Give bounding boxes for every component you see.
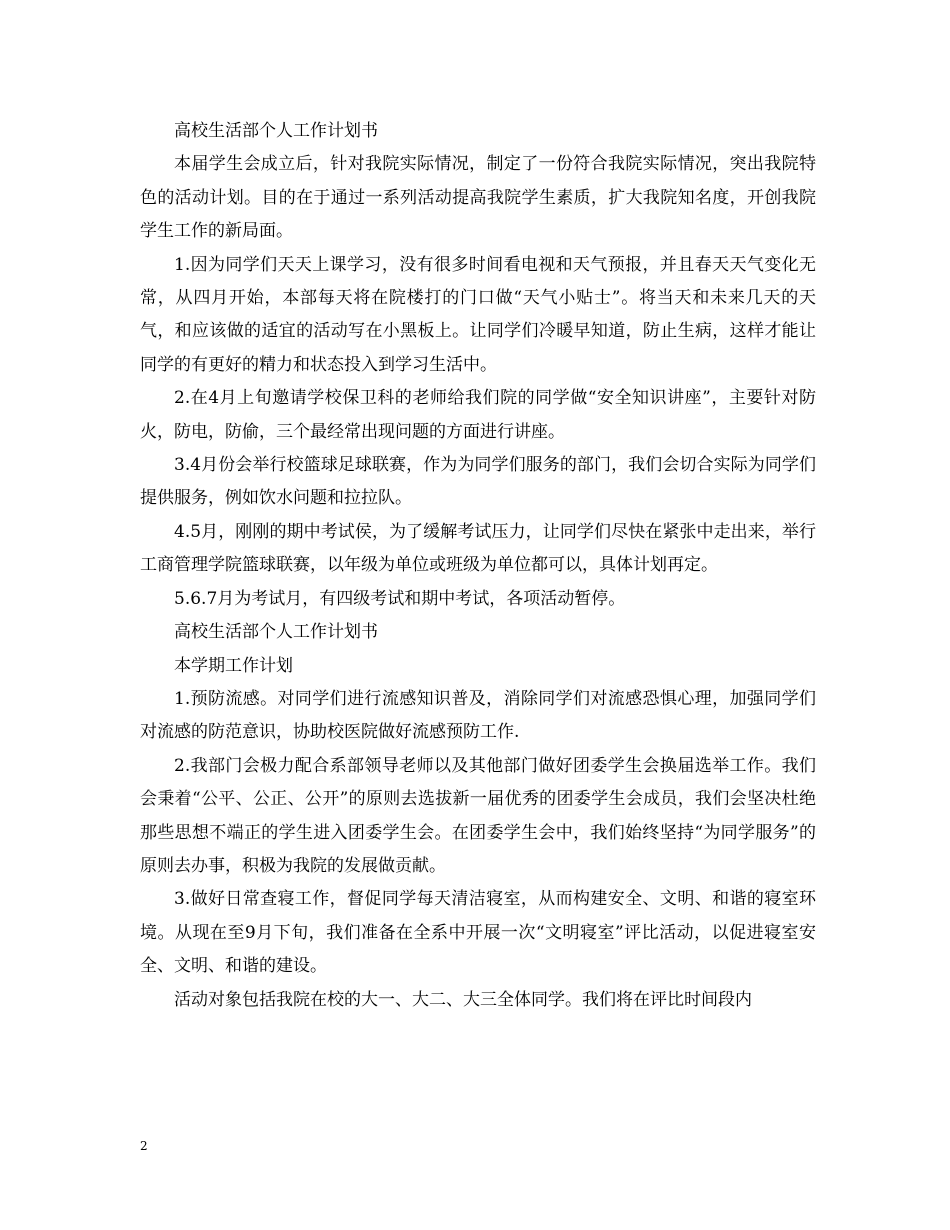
- semester-item-2: 2.我部门会极力配合系部领导老师以及其他部门做好团委学生会换届选举工作。我们会秉着“公平、公正、公开”的原则去选拔新一届优秀的团委学生会成员，我们会坚决杜绝那些思想不端正的学生进入团委学生会。在团委学生会中，我们始终坚持“为同学服务”的原则去办事，积极为我院的发展做贡献。: [140, 755, 816, 876]
- semester-item-1: 1.预防流感。对同学们进行流感知识普及，消除同学们对流感恐惧心理，加强同学们对流感的防范意识，协助校医院做好流感预防工作.: [140, 688, 816, 743]
- intro-paragraph: 本届学生会成立后，针对我院实际情况，制定了一份符合我院实际情况，突出我院特色的活动计划。目的在于通过一系列活动提高我院学生素质，扩大我院知名度，开创我院学生工作的新局面。: [140, 154, 816, 242]
- section-title: 高校生活部个人工作计划书: [174, 121, 378, 141]
- plan-item-3: 3.4月份会举行校篮球足球联赛，作为为同学们服务的部门，我们会切合实际为同学们提供服务，例如饮水问题和拉拉队。: [140, 455, 816, 509]
- plan-item-1: 1.因为同学们天天上课学习，没有很多时间看电视和天气预报，并且春天天气变化无常，从四月开始，本部每天将在院楼打的门口做“天气小贴士”。将当天和未来几天的天气，和应该做的适宜的活动写在小黑板上。让同学们冷暖早知道，防止生病，这样才能让同学的有更好的精力和状态投入到学习生活中。: [140, 254, 816, 375]
- activity-target-paragraph: 活动对象包括我院在校的大一、大二、大三全体同学。我们将在评比时间段内: [174, 989, 752, 1010]
- plan-item-2: 2.在4月上旬邀请学校保卫科的老师给我们院的同学做“安全知识讲座”，主要针对防火，防电，防偷，三个最经常出现问题的方面进行讲座。: [140, 388, 816, 442]
- plan-item-4: 4.5月，刚刚的期中考试侯，为了缓解考试压力，让同学们尽快在紧张中走出来，举行工商管理学院篮球联赛，以年级为单位或班级为单位都可以，具体计划再定。: [140, 521, 816, 576]
- document-body: [140, 115, 816, 1017]
- subsection-title: 本学期工作计划: [174, 655, 293, 676]
- page-number: 2: [140, 1139, 148, 1153]
- section-title-repeat: 高校生活部个人工作计划书: [174, 622, 378, 643]
- semester-item-3: 3.做好日常查寝工作，督促同学每天清洁寝室，从而构建安全、文明、和谐的寝室环境。从现在至9月下旬，我们准备在全系中开展一次“文明寝室”评比活动，以促进寝室安全、文明、和谐的建设。: [140, 889, 816, 977]
- plan-item-5: 5.6.7月为考试月，有四级考试和期中考试，各项活动暂停。: [174, 588, 626, 609]
